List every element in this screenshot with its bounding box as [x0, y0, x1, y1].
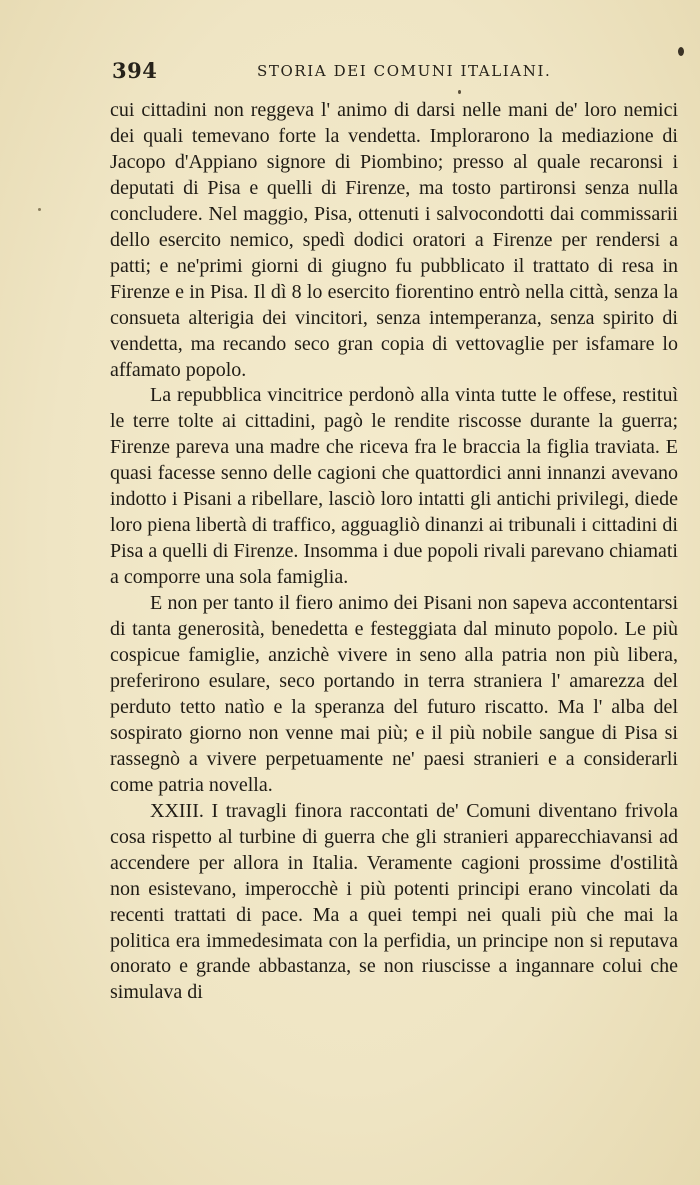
ink-speck [678, 47, 684, 56]
paragraph: E non per tanto il fiero animo dei Pisani non sapeva accontentarsi di tanta generosità, benedetta e festeggiata dal minuto popolo. Le più cospicue famiglie, anzichè vivere in seno alla patria non più libera, preferirono esulare, seco portando in terra straniera l' amarezza del perduto tetto natìo e la speranza del futuro riscatto. Ma l' alba del sospirato giorno non venne mai più; e il più nobile sangue di Pisa si rassegnò a vivere perpetuamente ne' paesi stranieri e a considerarli come patria novella. [110, 592, 678, 796]
paragraph-continuation: cui cittadini non reggeva l' animo di darsi nelle mani de' loro nemici dei quali temevano forte la vendetta. Implorarono la mediazione di Jacopo d'Appiano signore di Piombino; presso al quale recaronsi i deputati di Pisa e quelli di Firenze, ma tosto partironsi senza nulla concludere. Nel maggio, Pisa, ottenuti i salvocondotti dai commissarii dello esercito nemico, spedì dodici oratori a Firenze per rendersi a patti; e ne'primi giorni di giugno fu pubblicato il trattato di resa in Firenze e in Pisa. Il dì 8 lo esercito fiorentino entrò nella città, senza la consueta alterigia dei vincitori, senza intemperanza, senza spirito di vendetta, ma recando seco gran copia di vettovaglie per isfamare lo affamato popolo. [110, 99, 678, 381]
paragraph-section-xxiii: XXIII. I travagli finora raccontati de' Comuni diventano frivola cosa rispetto al turbine di guerra che gli stranieri apparecchiavansi ad accendere per allora in Italia. Veramente cagioni prossime d'ostilità non esistevano, imperocchè i più potenti principi erano vincolati da recenti trattati di pace. Ma a quei tempi nei quali più che mai la politica era immedesimata con la perfidia, un principe non si reputava onorato e grande abbastanza, se non riuscisse a ingannare colui che simulava di [110, 799, 678, 1004]
running-title: STORIA DEI COMUNI ITALIANI. [257, 62, 552, 80]
ink-speck [458, 90, 461, 94]
page-header [112, 58, 678, 88]
paragraph: La repubblica vincitrice perdonò alla vinta tutte le offese, restituì le terre tolte ai cittadini, pagò le rendite riscosse durante la guerra; Firenze pareva una madre che riceva fra le braccia la figlia traviata. E quasi facesse senno delle cagioni che quattordici anni innanzi avevano indotto i Pisani a ribellare, lasciò loro intatti gli antichi privilegi, diede loro piena libertà di traffico, agguagliò dinanzi ai tribunali i cittadini di Pisa a quelli di Firenze. Insomma i due popoli rivali parevano chiamati a comporre una sola famiglia. [110, 384, 678, 589]
body-text [110, 98, 678, 1006]
page-number: 394 [112, 58, 158, 83]
ink-speck [38, 208, 41, 211]
